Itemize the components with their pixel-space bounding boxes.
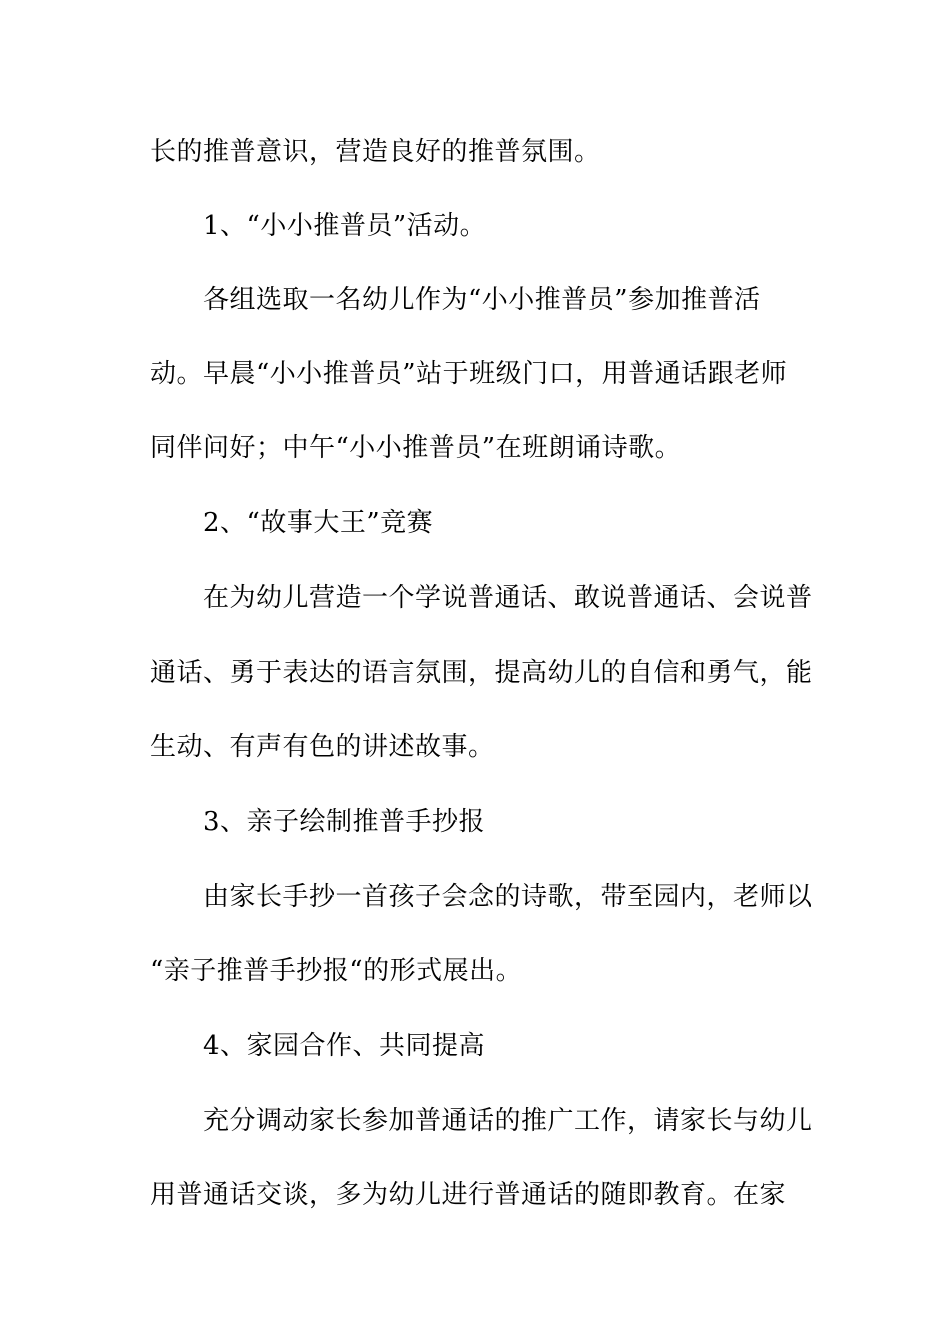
paragraph-line: 动。早晨“小小推普员”站于班级门口，用普通话跟老师 (150, 359, 788, 389)
paragraph-line: 各组选取一名幼儿作为“小小推普员”参加推普活 (203, 285, 761, 315)
paragraph-line: 由家长手抄一首孩子会念的诗歌，带至园内，老师以 (203, 882, 813, 912)
section-heading-4: 4、家园合作、共同提高 (203, 1031, 486, 1061)
section-heading-2: 2、“故事大王”竞赛 (203, 508, 434, 538)
paragraph-line: 用普通话交谈，多为幼儿进行普通话的随即教育。在家 (150, 1180, 787, 1210)
paragraph-line: 长的推普意识，营造良好的推普氛围。 (150, 137, 601, 167)
section-heading-3: 3、亲子绘制推普手抄报 (203, 807, 486, 837)
paragraph-line: 充分调动家长参加普通话的推广工作，请家长与幼儿 (203, 1106, 813, 1136)
paragraph-line: 在为幼儿营造一个学说普通话、敢说普通话、会说普 (203, 583, 813, 613)
paragraph-line: 通话、勇于表达的语言氛围，提高幼儿的自信和勇气，能 (150, 658, 813, 688)
paragraph-line: “亲子推普手抄报“的形式展出。 (150, 956, 523, 986)
section-heading-1: 1、“小小推普员”活动。 (203, 211, 487, 241)
paragraph-line: 同伴问好；中午“小小推普员”在班朗诵诗歌。 (150, 433, 682, 463)
paragraph-line: 生动、有声有色的讲述故事。 (150, 732, 495, 762)
